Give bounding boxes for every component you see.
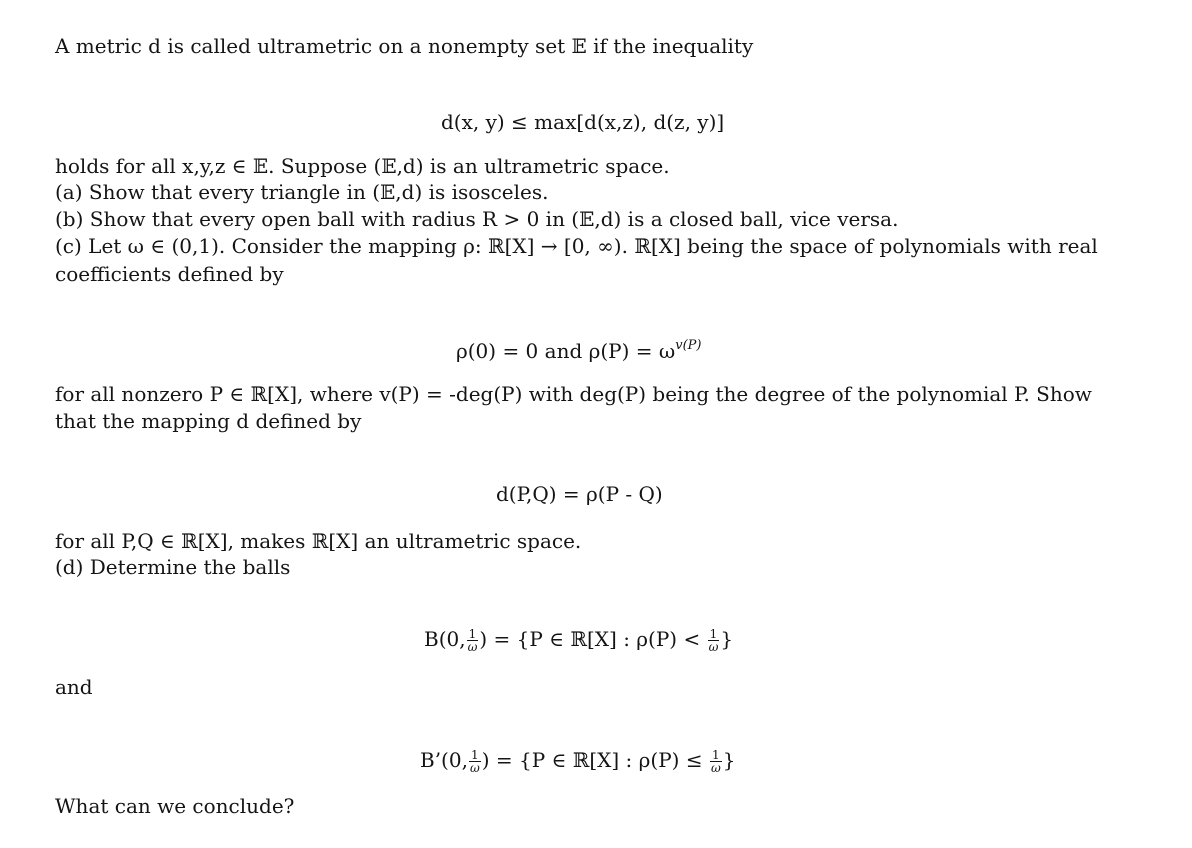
conclusion-question: What can we conclude? — [55, 794, 295, 818]
for-all-nonzero-text: for all nonzero P ∈ ℝ[X], where v(P) = -deg(P) with deg(P) being the degree of the polynomial P. Show — [55, 382, 1092, 406]
open-ball-definition — [424, 627, 733, 653]
fraction-denominator: ω — [469, 761, 480, 775]
fraction-numerator: 1 — [710, 749, 722, 762]
one-over-omega-fraction — [708, 628, 720, 653]
fraction-numerator: 1 — [469, 749, 481, 762]
part-c-continuation: coefficients defined by — [55, 262, 284, 286]
closed-ball-definition — [420, 748, 735, 774]
rho-definition-exponent: v(P) — [675, 338, 702, 353]
one-over-omega-fraction — [710, 749, 722, 774]
open-ball-prefix: B(0, — [424, 627, 466, 651]
one-over-omega-fraction — [469, 749, 481, 774]
fraction-denominator: ω — [467, 640, 478, 654]
brace-close: } — [722, 748, 736, 772]
brace-close: } — [720, 627, 734, 651]
intro-text: A metric d is called ultrametric on a nonempty set 𝔼 if the inequality — [55, 34, 754, 58]
fraction-numerator: 1 — [467, 628, 479, 641]
part-c-text: (c) Let ω ∈ (0,1). Consider the mapping ρ: ℝ[X] → [0, ∞). ℝ[X] being the space of polynomials with real — [55, 234, 1098, 258]
metric-definition: d(P,Q) = ρ(P - Q) — [496, 482, 663, 506]
closed-ball-prefix: B’(0, — [420, 748, 468, 772]
for-all-pq-text: for all P,Q ∈ ℝ[X], makes ℝ[X] an ultrametric space. — [55, 529, 582, 553]
one-over-omega-fraction — [467, 628, 479, 653]
open-ball-condition: ) = {P ∈ ℝ[X] : ρ(P) < — [479, 627, 701, 651]
fraction-denominator: ω — [710, 761, 721, 775]
ultrametric-inequality: d(x, y) ≤ max[d(x,z), d(z, y)] — [441, 110, 725, 134]
part-a-text: (a) Show that every triangle in (𝔼,d) is isosceles. — [55, 180, 549, 204]
rho-definition — [456, 334, 701, 363]
part-b-text: (b) Show that every open ball with radius R > 0 in (𝔼,d) is a closed ball, vice versa. — [55, 207, 899, 231]
rho-definition-main: ρ(0) = 0 and ρ(P) = ω — [456, 339, 676, 363]
part-d-text: (d) Determine the balls — [55, 555, 291, 579]
closed-ball-condition: ) = {P ∈ ℝ[X] : ρ(P) ≤ — [481, 748, 703, 772]
mapping-d-text: that the mapping d defined by — [55, 409, 362, 433]
fraction-denominator: ω — [708, 640, 719, 654]
fraction-numerator: 1 — [708, 628, 720, 641]
and-text: and — [55, 675, 93, 699]
holds-text: holds for all x,y,z ∈ 𝔼. Suppose (𝔼,d) is an ultrametric space. — [55, 154, 670, 178]
